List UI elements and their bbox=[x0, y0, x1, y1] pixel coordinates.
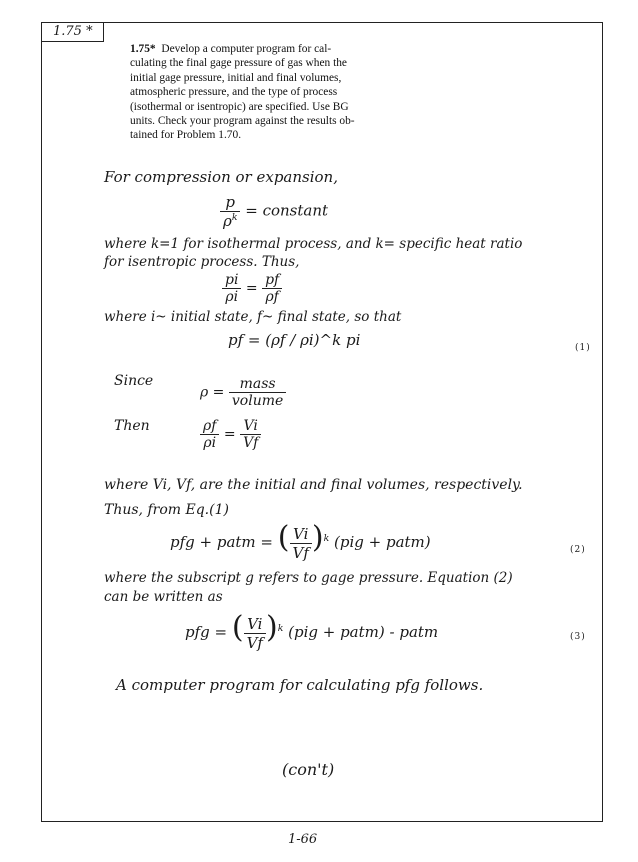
rho-definition bbox=[200, 376, 286, 409]
ratio-left-den: ρi bbox=[222, 288, 241, 305]
statement-line: atmospheric pressure, and the type of process bbox=[130, 86, 338, 99]
solution-intro: For compression or expansion, bbox=[104, 168, 338, 186]
statement-line: initial gage pressure, initial and final volumes, bbox=[130, 71, 342, 84]
statement-line: tained for Problem 1.70. bbox=[130, 129, 242, 142]
statement-number: 1.75* bbox=[130, 43, 156, 55]
subscript-note-1: where the subscript g refers to gage pressure. Equation (2) bbox=[104, 570, 513, 586]
vol-lhs-num: ρf bbox=[203, 418, 217, 434]
vol-rhs-den: Vf bbox=[240, 434, 261, 451]
eq2-rhs: (pig + patm) bbox=[334, 533, 431, 551]
continued-note: (con't) bbox=[282, 760, 335, 779]
problem-tag: 1.75 * bbox=[41, 22, 104, 42]
ratio-right-num: pf bbox=[265, 272, 280, 288]
vol-lhs-den: ρi bbox=[200, 434, 219, 451]
statement-first-text: Develop a computer program for cal- bbox=[161, 43, 332, 55]
eq-const-den: ρ bbox=[223, 212, 232, 230]
where-k-line2: for isentropic process. Thus, bbox=[104, 254, 300, 270]
eq2-frac-num: Vi bbox=[293, 524, 309, 543]
eq3-frac-den: Vf bbox=[244, 633, 266, 652]
eq2-lhs: pfg + patm = bbox=[170, 533, 273, 551]
statement-line: units. Check your program against the results ob- bbox=[130, 115, 355, 128]
statement-first-line bbox=[130, 42, 430, 56]
equation-constant bbox=[220, 193, 328, 230]
eq-const-exp: k bbox=[231, 212, 238, 223]
ratio-left-num: pi bbox=[225, 272, 239, 288]
ratio-right-den: ρf bbox=[262, 288, 281, 305]
volume-ratio: $\frac{\rho f}{\rho i}$ = $\frac{Vi}{Vf}$ bbox=[200, 418, 261, 451]
problem-statement bbox=[130, 42, 430, 143]
eq3-frac-num: Vi bbox=[247, 614, 263, 633]
subscript-note-2: can be written as bbox=[104, 589, 223, 605]
page-number: 1-66 bbox=[288, 832, 318, 847]
eq-const-rhs: = constant bbox=[245, 201, 329, 220]
eq3-lhs: pfg = bbox=[185, 623, 228, 641]
where-volumes: where Vi, Vf, are the initial and final volumes, respectively. bbox=[104, 477, 523, 493]
rho-den: volume bbox=[229, 392, 286, 409]
eq2-frac-den: Vf bbox=[290, 543, 312, 562]
rho-num: mass bbox=[239, 376, 276, 392]
rho-lhs: ρ = bbox=[200, 384, 225, 401]
ratio-equation: $\frac{pi}{\rho i}$ = $\frac{pf}{\rho f}$ bbox=[222, 272, 282, 305]
equation-3-number: (3) bbox=[570, 632, 586, 642]
then-label: Then bbox=[114, 418, 150, 434]
equation-2: pfg + patm = ( $\frac{Vi}{Vf}$ )$^k$ (pig + patm) bbox=[170, 520, 431, 562]
thus-from-eq: Thus, from Eq.(1) bbox=[104, 502, 229, 518]
equation-2-number: (2) bbox=[570, 545, 586, 555]
equation-1: pf = (ρf / ρi)^k pi bbox=[228, 331, 361, 349]
statement-line: (isothermal or isentropic) are specified. Use BG bbox=[130, 100, 349, 113]
equation-1-number: (1) bbox=[575, 343, 591, 353]
vol-rhs-num: Vi bbox=[243, 418, 258, 434]
since-label: Since bbox=[114, 373, 154, 389]
where-states: where i~ initial state, f~ final state, so that bbox=[104, 309, 402, 325]
program-line: A computer program for calculating pfg follows. bbox=[116, 676, 484, 694]
statement-line: culating the final gage pressure of gas when the bbox=[130, 57, 347, 70]
eq3-rhs: (pig + patm) - patm bbox=[288, 623, 439, 641]
where-k-line1: where k=1 for isothermal process, and k= specific heat ratio bbox=[104, 236, 523, 252]
equation-3: pfg = ( $\frac{Vi}{Vf}$ )$^k$ (pig + patm) - patm bbox=[185, 610, 439, 652]
eq-const-num: p bbox=[225, 193, 236, 211]
